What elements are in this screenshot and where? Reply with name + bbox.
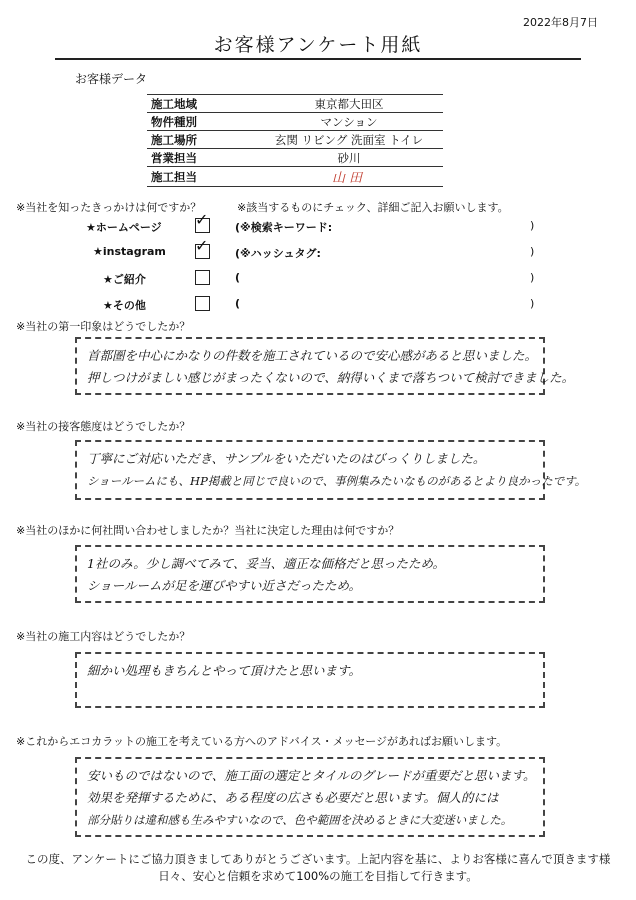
info-key: 施工場所	[147, 131, 255, 149]
info-key: 施工担当	[147, 167, 255, 187]
info-value: マンション	[255, 113, 443, 131]
close-paren: )	[530, 297, 535, 310]
answer-line: ショールームにも、HP掲載と同じで良いので、事例集みたいなものがあるとより良かったです。	[87, 474, 587, 488]
answer-line: 細かい処理もきちんとやって頂けたと思います。	[87, 663, 362, 678]
check-mark-icon: ✓	[195, 236, 209, 255]
close-paren: )	[530, 271, 535, 284]
answer-line: ショールームが足を運びやすい近さだったため。	[87, 578, 362, 593]
checkbox-referral[interactable]	[195, 270, 210, 285]
customer-info-table	[147, 94, 443, 187]
checkbox-homepage[interactable]	[195, 210, 210, 233]
answer-other-companies	[75, 545, 545, 603]
question-how-found: ※当社を知ったきっかけは何ですか？	[16, 201, 202, 214]
search-keyword-label: (※検索キーワード:	[235, 221, 333, 234]
info-key: 施工地域	[147, 95, 255, 113]
footer-line: この度、アンケートにご協力頂きましてありがとうございます。上記内容を基に、よりお客様に喜んで頂きます様	[25, 852, 611, 866]
question-service-attitude: ※当社の接客態度はどうでしたか？	[16, 420, 191, 433]
check-mark-icon: ✓	[195, 210, 209, 229]
footer-line: 日々、安心と信頼を求めて100%の施工を目指して行きます。	[158, 869, 478, 883]
answer-advice	[75, 757, 545, 837]
question-work-quality: ※当社の施工内容はどうでしたか？	[16, 630, 191, 643]
option-label-referral: ★ご紹介	[103, 273, 146, 286]
info-key: 物件種別	[147, 113, 255, 131]
answer-line: 1社のみ。少し調べてみて、妥当、適正な価格だと思ったため。	[87, 556, 445, 571]
answer-line: 首都圏を中心にかなりの件数を施工されているので安心感があると思いました。	[87, 348, 538, 363]
checkbox-other[interactable]	[195, 296, 210, 311]
question-first-impression: ※当社の第一印象はどうでしたか？	[16, 320, 191, 333]
close-paren: )	[530, 219, 535, 232]
answer-line: 安いものではないので、施工面の選定とタイルのグレードが重要だと思います。	[87, 768, 536, 783]
info-row-area	[147, 95, 443, 113]
other-open-paren: (	[235, 297, 241, 310]
answer-line: 押しつけがましい感じがまったくないので、納得いくまで落ちついて検討できました。	[87, 370, 575, 385]
survey-date: 2022年8月7日	[523, 16, 598, 29]
question-advice: ※これからエコカラットの施工を考えている方へのアドバイス・メッセージがあればお願いします。	[16, 735, 508, 748]
answer-service-attitude	[75, 440, 587, 500]
hashtag-label: (※ハッシュタグ:	[235, 247, 321, 260]
info-key: 営業担当	[147, 149, 255, 167]
referral-open-paren: (	[235, 271, 241, 284]
option-label-homepage: ★ホームページ	[86, 221, 162, 234]
customer-section-label: お客様データ	[75, 72, 148, 86]
info-row-place	[147, 131, 443, 149]
page-title: お客様アンケート用紙	[213, 34, 423, 56]
close-paren: )	[530, 245, 535, 258]
info-row-installer	[147, 167, 443, 187]
answer-line: 部分貼りは違和感も生みやすいなので、色や範囲を決めるときに大変迷いました。	[87, 813, 513, 827]
info-value: 東京都大田区	[255, 95, 443, 113]
answer-work-quality	[75, 652, 545, 708]
answer-first-impression	[75, 337, 575, 395]
title-underline	[55, 58, 581, 60]
info-row-type	[147, 113, 443, 131]
question-other-companies: ※当社のほかに何社問い合わせしましたか？当社に決定した理由は何ですか？	[16, 524, 400, 537]
answer-line: 丁寧にご対応いただき、サンプルをいただいたのはびっくりしました。	[87, 451, 486, 466]
answer-line: 効果を発揮するために、ある程度の広さも必要だと思います。個人的には	[87, 790, 499, 805]
footer-message	[0, 851, 636, 885]
checkbox-instagram[interactable]	[195, 236, 210, 259]
check-instruction: ※該当するものにチェック、詳細ご記入お願いします。	[237, 201, 509, 214]
installer-handwritten: 山田	[331, 171, 366, 186]
info-row-sales	[147, 149, 443, 167]
option-label-instagram: ★instagram	[93, 245, 166, 258]
option-label-other: ★その他	[103, 299, 146, 312]
info-value: 玄関 リビング 洗面室 トイレ	[255, 131, 443, 149]
info-value: 砂川	[255, 149, 443, 167]
